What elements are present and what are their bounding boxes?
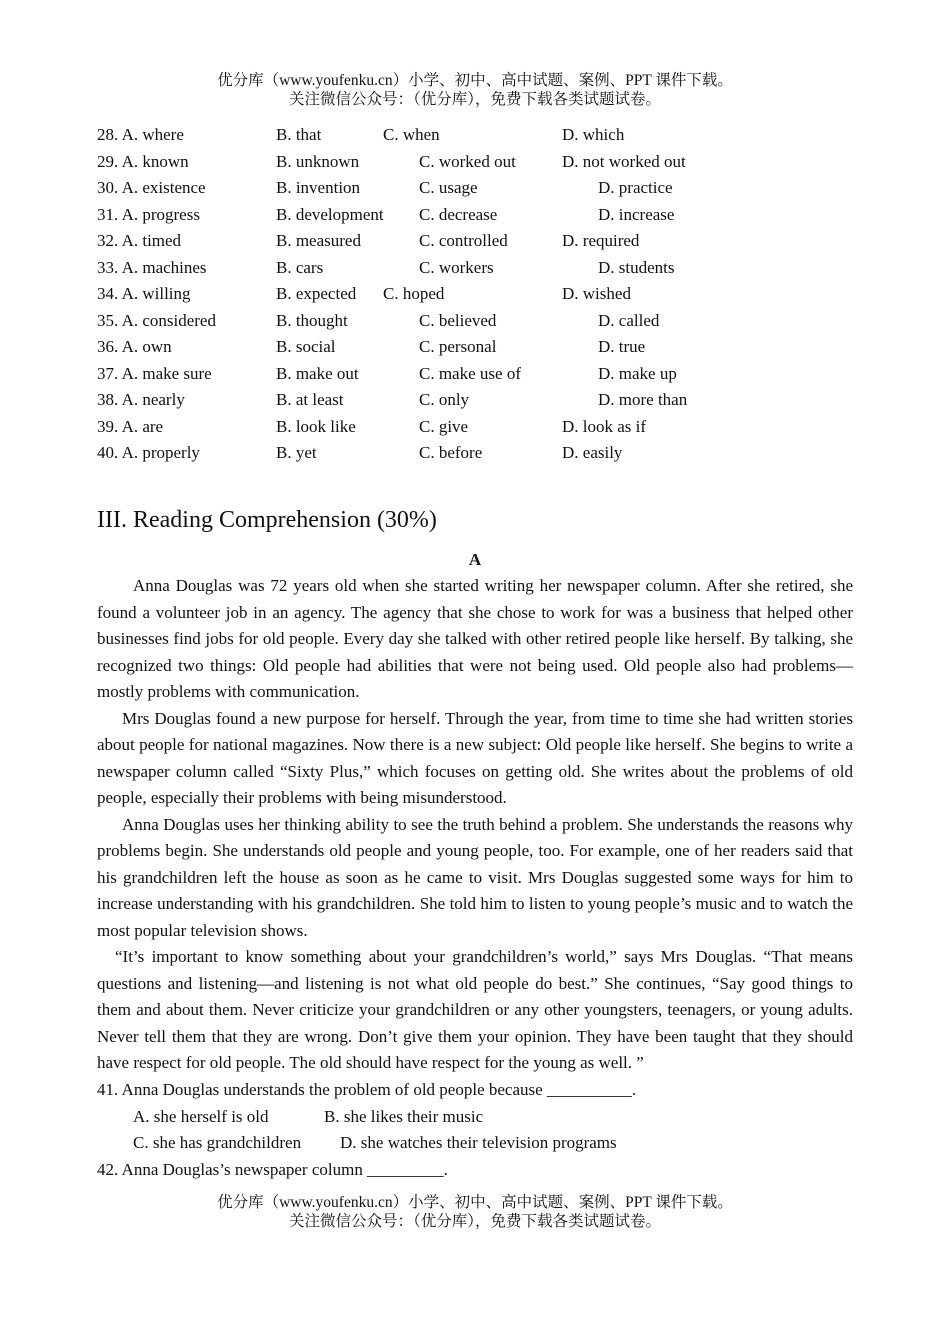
choice-c: C. give: [419, 416, 469, 436]
choice-a: 33. A. machines: [97, 257, 207, 277]
choice-b: B. yet: [276, 443, 317, 462]
choice-c: C. decrease: [419, 204, 498, 224]
choice-c: C. worked out: [419, 151, 516, 171]
page-footer: [0, 1193, 950, 1231]
choice-a: 32. A. timed: [97, 231, 182, 250]
choice-b: B. social: [276, 337, 336, 356]
questions: [97, 1077, 857, 1183]
cloze-choices: [97, 122, 857, 467]
choice-c: C. workers: [419, 257, 494, 277]
choice-a: 31. A. progress: [97, 204, 200, 224]
choice-c: C. before: [419, 443, 483, 462]
choice-c: C. when: [383, 125, 440, 144]
choice-b: B. expected: [276, 284, 357, 303]
choice-d: D. practice: [598, 178, 673, 197]
choice-a: 40. A. properly: [97, 443, 200, 462]
choice-b: B. invention: [276, 178, 361, 197]
paragraph-3: Anna Douglas uses her thinking ability to see the truth behind a problem. She understands the reasons why problems begin. She understands old people and young people, too. For example, one of her readers said that his grandchildren left the house as soon as he came to visit. Mrs Douglas suggested some ways for him to increase understanding with his grandchildren. She told him to listen to young people’s music and to watch the most popular television shows.: [97, 814, 853, 940]
choice-a: 28. A. where: [97, 125, 184, 144]
choice-row-40: [97, 440, 857, 467]
choice-d: D. called: [598, 310, 660, 330]
choice-row-28: [97, 122, 857, 149]
choice-d: D. increase: [598, 204, 675, 224]
choice-b: B. look like: [276, 416, 356, 436]
paragraph-4: “It’s important to know something about your grandchildren’s world,” says Mrs Douglas. “That means questions and listening—and listening is not what old people do best.” She continues, “Say good things to them and about them. Never criticize your grandchildren or any other youngsters, teenagers, or young adults. Never tell them that they are wrong. Don’t give them your opinion. They have been taught that they should have respect for old people. The old should have respect for the young as well. ”: [97, 947, 853, 1072]
choice-d: D. make up: [598, 363, 677, 383]
question-41-options-ab: [97, 1104, 857, 1131]
choice-b: B. thought: [276, 310, 348, 330]
choice-a: 30. A. existence: [97, 178, 206, 197]
choice-d: D. required: [562, 231, 640, 250]
choice-c: C. controlled: [419, 231, 508, 250]
passage-title: A: [468, 550, 482, 569]
choice-a: 35. A. considered: [97, 310, 216, 330]
paragraph-2: Mrs Douglas found a new purpose for herself. Through the year, from time to time she had written stories about people for national magazines. Now there is a new subject: Old people like herself. She begins to write a newspaper column called “Sixty Plus,” which focuses on getting old. She writes about the problems of old people, especially their problems with being misunderstood.: [97, 708, 853, 807]
choice-d: D. true: [598, 337, 646, 356]
choice-b: B. make out: [276, 363, 359, 383]
choice-row-30: [97, 175, 857, 202]
choice-b: B. development: [276, 204, 384, 224]
choice-b: B. unknown: [276, 151, 360, 171]
choice-b: B. measured: [276, 231, 361, 250]
choice-d: D. not worked out: [562, 151, 686, 171]
choice-d: D. look as if: [562, 416, 647, 436]
option-b: B. she likes their music: [324, 1106, 484, 1126]
question-42-stem: 42. Anna Douglas’s newspaper column _________.: [97, 1159, 448, 1179]
option-d: D. she watches their television programs: [340, 1133, 617, 1152]
choice-a: 34. A. willing: [97, 284, 191, 303]
paragraph-1: Anna Douglas was 72 years old when she started writing her newspaper column. After she retired, she found a volunteer job in an agency. The agency that she chose to work for was a business that helped other businesses find jobs for old people. Every day she talked with other retired people like herself. By talking, she recognized two things: Old people had abilities that were not being used. Old people also had problems—mostly problems with communication.: [97, 576, 853, 701]
choice-b: B. that: [276, 125, 322, 144]
choice-row-35: [97, 308, 857, 335]
choice-c: C. hoped: [383, 284, 445, 303]
choice-d: D. wished: [562, 284, 631, 303]
footer-line-1: 优分库（www.youfenku.cn）小学、初中、高中试题、案例、PPT 课件下载。: [217, 1194, 733, 1211]
choice-row-33: [97, 255, 857, 282]
choice-row-31: [97, 202, 857, 229]
page-header: [0, 71, 950, 109]
question-41-stem: 41. Anna Douglas understands the problem of old people because __________.: [97, 1080, 637, 1099]
choice-d: D. students: [598, 257, 675, 277]
header-line-2: 关注微信公众号：（优分库），免费下载各类试题试卷。: [288, 91, 661, 108]
choice-a: 29. A. known: [97, 151, 189, 171]
option-a: A. she herself is old: [133, 1106, 269, 1126]
header-line-1: 优分库（www.youfenku.cn）小学、初中、高中试题、案例、PPT 课件下载。: [217, 72, 733, 89]
choice-a: 37. A. make sure: [97, 363, 212, 383]
choice-row-38: [97, 387, 857, 414]
footer-line-2: 关注微信公众号：（优分库），免费下载各类试题试卷。: [288, 1213, 661, 1230]
question-41-options-cd: [97, 1130, 857, 1157]
choice-c: C. believed: [419, 310, 497, 330]
choice-c: C. usage: [419, 178, 478, 197]
passage-body: [97, 573, 853, 1077]
choice-row-36: [97, 334, 857, 361]
choice-row-29: [97, 149, 857, 176]
choice-a: 36. A. own: [97, 337, 172, 356]
choice-a: 39. A. are: [97, 416, 164, 436]
choice-row-39: [97, 414, 857, 441]
choice-row-32: [97, 228, 857, 255]
choice-d: D. which: [562, 125, 625, 144]
section-title: III. Reading Comprehension (30%): [97, 507, 437, 533]
choice-d: D. easily: [562, 443, 623, 462]
choice-c: C. make use of: [419, 363, 521, 383]
choice-row-34: [97, 281, 857, 308]
choice-b: B. cars: [276, 257, 324, 277]
choice-c: C. only: [419, 390, 470, 409]
choice-b: B. at least: [276, 390, 344, 409]
choice-a: 38. A. nearly: [97, 390, 185, 409]
choice-row-37: [97, 361, 857, 388]
choice-d: D. more than: [598, 390, 688, 409]
option-c: C. she has grandchildren: [133, 1133, 302, 1152]
choice-c: C. personal: [419, 337, 497, 356]
